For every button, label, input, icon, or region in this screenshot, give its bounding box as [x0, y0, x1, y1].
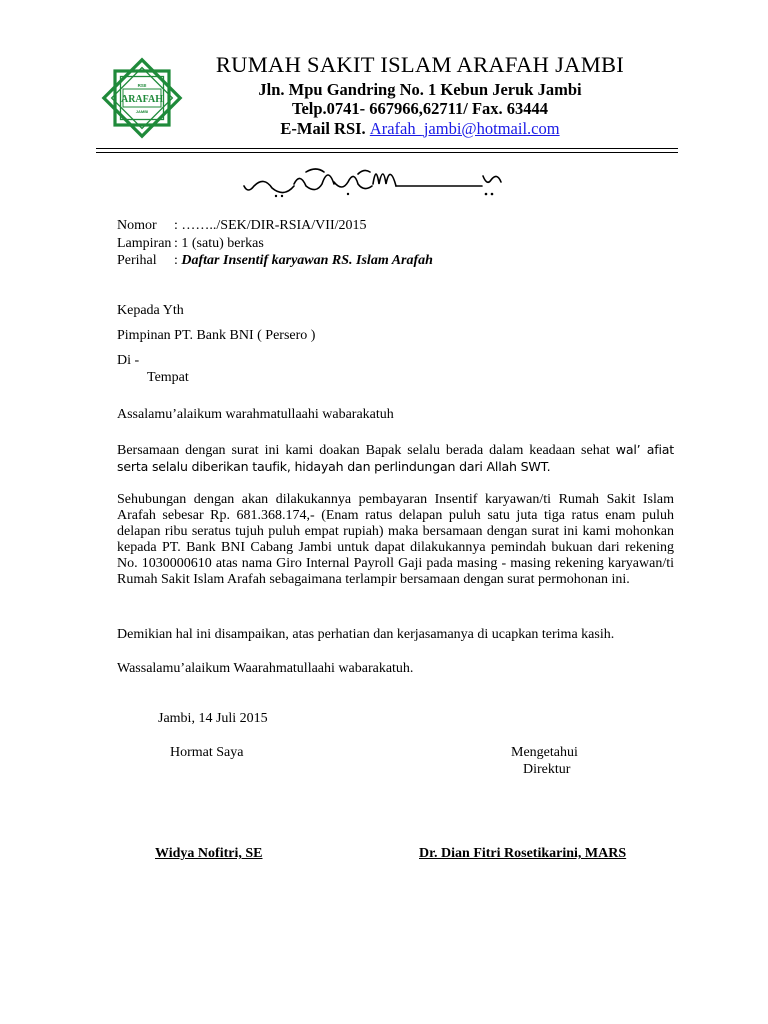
paragraph-1-tail: wal’ afiat serta selalu diberikan taufik, hidayah dan perlindungan dari Allah SWT.	[117, 442, 675, 474]
hospital-address: Jln. Mpu Gandring No. 1 Kebun Jeruk Jambi	[258, 80, 582, 99]
perihal-line	[174, 253, 433, 269]
recipient-greeting: Kepada Yth	[117, 303, 184, 318]
hospital-telephone: Telp.0741- 667966,62711/ Fax. 63444	[291, 99, 549, 118]
hospital-email-line	[190, 119, 650, 139]
left-signatory-name: Widya Nofitri, SE	[155, 846, 263, 861]
perihal-colon: :	[174, 253, 182, 268]
right-sign-title: Mengetahui	[511, 745, 578, 760]
salutation: Assalamu’alaikum warahmatullaahi wabarakatuh	[117, 407, 394, 422]
nomor-label: Nomor	[117, 218, 157, 233]
email-prefix: E-Mail RSI.	[280, 119, 370, 138]
perihal-value: Daftar Insentif karyawan RS. Islam Arafah	[181, 253, 433, 268]
paragraph-1	[117, 442, 674, 476]
paragraph-2: Sehubungan dengan akan dilakukannya pembayaran Insentif karyawan/ti Rumah Sakit Islam Arafah sebesar Rp. 681.368.174,- (Enam ratus delapan puluh satu juta tiga ratus enam puluh delapan ribu seratus tujuh puluh empat rupiah) maka bersamaan dengan surat ini kami mohonkan kepada PT. Bank BNI Cabang Jambi untuk dapat dilakukannya pemindah bukuan dari rekening No. 1030000610 atas nama Giro Internal Payroll Gaji pada masing - masing rekening karyawan/ti Rumah Sakit Islam Arafah sebagaimana terlampir bersamaan dengan surat permohonan ini.	[117, 492, 674, 587]
right-sign-subtitle: Direktur	[523, 762, 571, 777]
letterhead-rule-thick	[96, 148, 678, 149]
recipient-place: Tempat	[147, 370, 189, 385]
recipient-di: Di -	[117, 353, 140, 368]
hospital-name: RUMAH SAKIT ISLAM ARAFAH JAMBI	[215, 52, 625, 77]
logo-text: ARAFAH	[120, 94, 164, 105]
perihal-label: Perihal	[117, 253, 157, 268]
bismillah-calligraphy	[236, 160, 516, 204]
paragraph-3: Demikian hal ini disampaikan, atas perhatian dan kerjasamanya di ucapkan terima kasih.	[117, 627, 615, 642]
closing-salutation: Wassalamu’alaikum Waarahmatullaahi wabarakatuh.	[117, 661, 414, 676]
lampiran-value: : 1 (satu) berkas	[174, 236, 264, 251]
logo-text-bottom: JAMBI	[135, 109, 149, 114]
nomor-value: : ……../SEK/DIR-RSIA/VII/2015	[174, 218, 367, 233]
letterhead-rule-thin	[96, 152, 678, 153]
right-signatory-name: Dr. Dian Fitri Rosetikarini, MARS	[419, 846, 627, 861]
recipient-name: Pimpinan PT. Bank BNI ( Persero )	[117, 328, 316, 343]
left-sign-title: Hormat Saya	[170, 745, 244, 760]
email-link[interactable]: Arafah_jambi@hotmail.com	[369, 119, 560, 138]
paragraph-1-main: Bersamaan dengan surat ini kami doakan Bapak selalu berada dalam keadaan sehat	[117, 443, 616, 458]
lampiran-label: Lampiran	[117, 236, 172, 251]
place-date: Jambi, 14 Juli 2015	[158, 711, 268, 726]
logo-text-top: RSII	[137, 83, 147, 88]
eight-point-star-logo-icon	[96, 52, 188, 144]
hospital-logo	[96, 52, 188, 144]
